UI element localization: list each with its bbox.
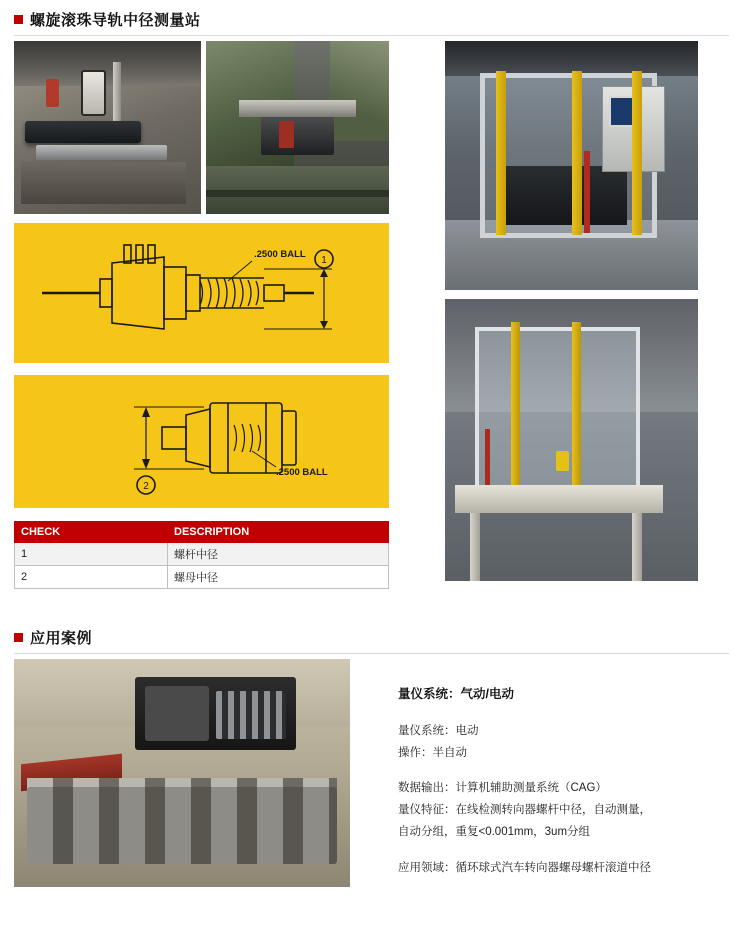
photo-measuring-cell-enclosure xyxy=(445,299,698,581)
drawing-nut-callout: 2 xyxy=(143,481,149,492)
bullet-square-icon xyxy=(14,633,23,642)
table-cell-description: 螺杆中径 xyxy=(168,543,389,566)
table-cell-description: 螺母中径 xyxy=(168,566,389,589)
drawing-screw-ball-label: .2500 BALL xyxy=(254,249,306,260)
application-case-text xyxy=(398,683,728,894)
app-line: 量仪系统：电动 xyxy=(398,724,479,737)
photo-fixture-bench xyxy=(14,41,201,214)
app-line: 应用领域：循环球式汽车转向器螺母螺杆滚道中径 xyxy=(398,861,651,874)
app-line: 操作：半自动 xyxy=(398,746,467,759)
photo-machine-column xyxy=(206,41,389,214)
photo-measuring-cell-large xyxy=(445,41,698,290)
app-block-1 xyxy=(398,721,728,765)
section-heading-application xyxy=(0,627,92,648)
bullet-square-icon xyxy=(14,15,23,24)
table-cell-check: 2 xyxy=(15,566,168,589)
heading-divider xyxy=(14,653,729,654)
heading-divider xyxy=(14,35,729,36)
app-block-2 xyxy=(398,778,728,844)
table-row xyxy=(15,543,389,566)
app-heading: 量仪系统：气动/电动 xyxy=(398,687,514,701)
drawing-nut-diameter xyxy=(14,375,389,508)
drawing-nut-svg xyxy=(14,375,389,508)
section-title-text: 应用案例 xyxy=(30,630,93,647)
drawing-screw-callout: 1 xyxy=(321,255,327,266)
table-header-check: CHECK xyxy=(15,522,168,543)
section-title-text: 螺旋滚珠导轨中径测量站 xyxy=(30,12,201,29)
app-block-3 xyxy=(398,858,728,880)
check-description-table xyxy=(14,521,389,589)
table-header-row xyxy=(15,522,389,543)
app-line: 自动分组，重复<0.001mm，3um分组 xyxy=(398,826,591,839)
app-line: 量仪特征：在线检测转向器螺杆中径，自动测量， xyxy=(398,804,651,817)
app-line: 数据输出：计算机辅助测量系统（CAG） xyxy=(398,782,607,795)
section-heading-station xyxy=(0,9,201,30)
table-row xyxy=(15,566,389,589)
photo-parts-and-case xyxy=(14,659,350,887)
drawing-screw-diameter xyxy=(14,223,389,363)
table-cell-check: 1 xyxy=(15,543,168,566)
drawing-screw-svg xyxy=(14,223,389,363)
table-header-description: DESCRIPTION xyxy=(168,522,389,543)
drawing-nut-ball-label: .2500 BALL xyxy=(276,467,328,478)
